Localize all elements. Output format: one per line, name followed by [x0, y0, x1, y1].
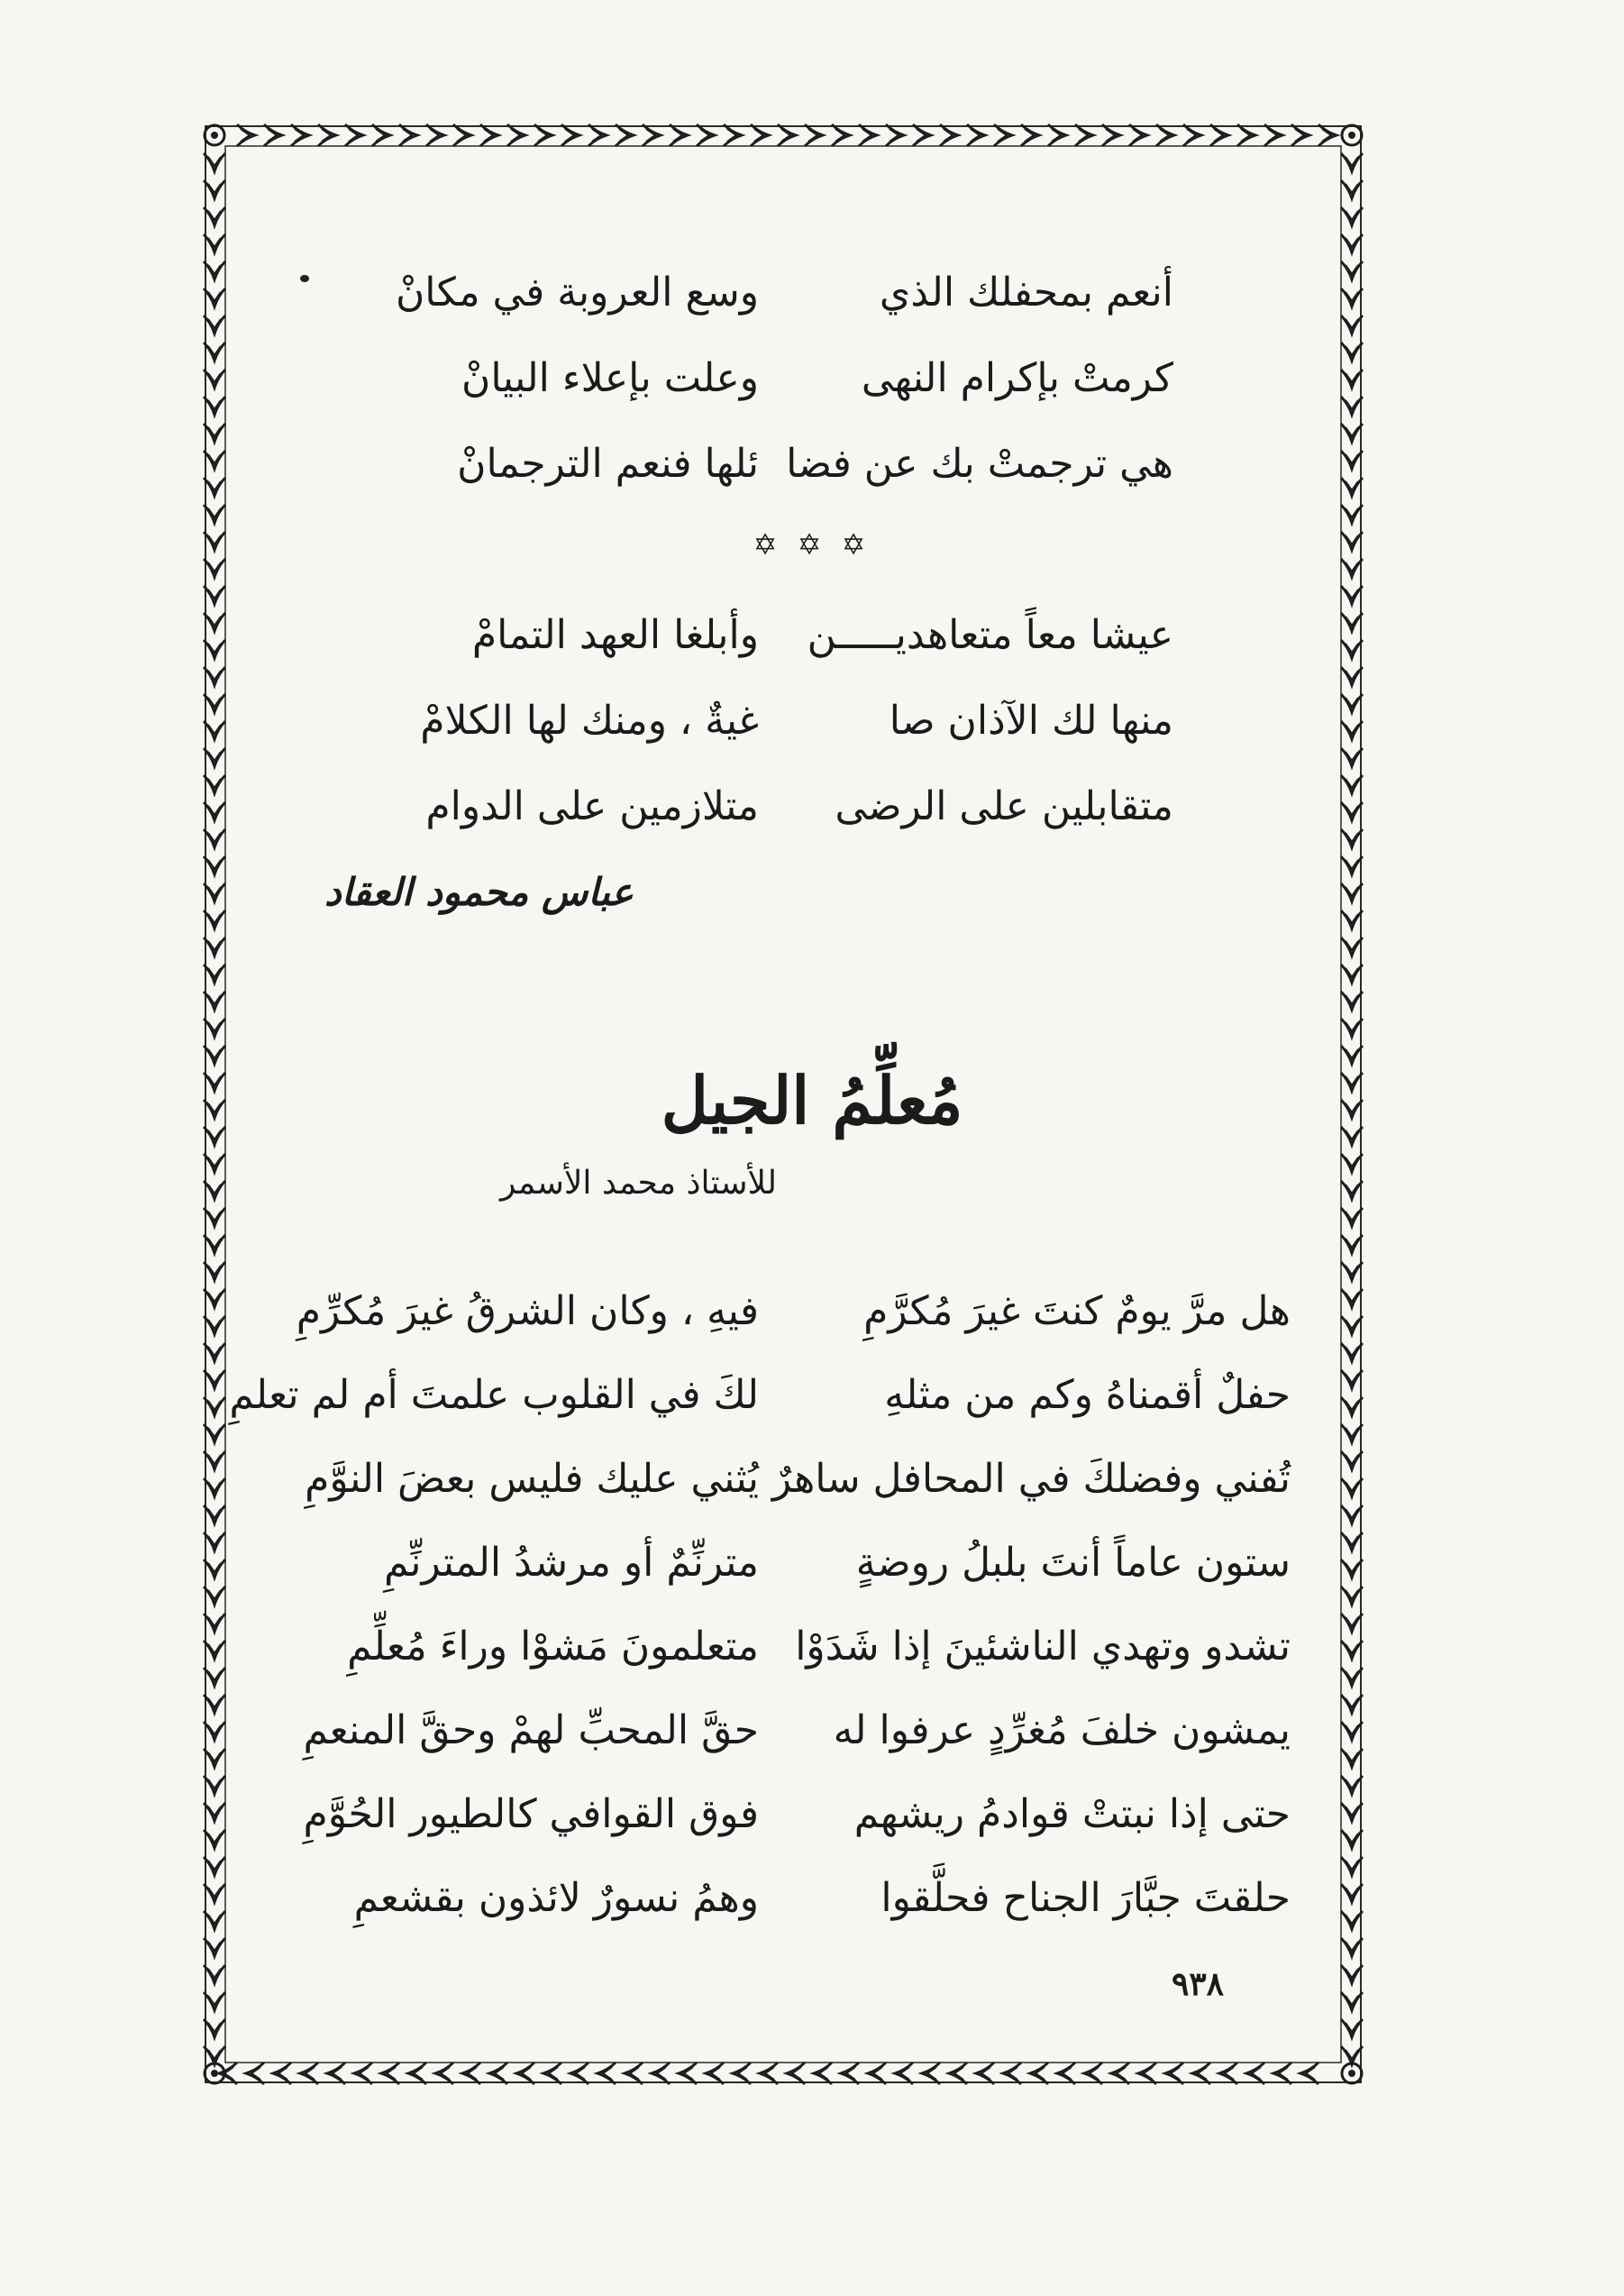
- verse-hemistich-right: منها لك الآذان صا: [889, 698, 1173, 744]
- border-ornament: [204, 1181, 225, 1199]
- border-ornament: [1341, 1397, 1363, 1415]
- border-ornament: [1341, 397, 1363, 415]
- border-ornament: [408, 2063, 426, 2084]
- verse-hemistich-left: مترنِّمٌ أو مرشدُ المترنِّمِ: [383, 1540, 759, 1586]
- border-ornament: [994, 124, 1012, 146]
- border-ornament: [204, 1019, 225, 1037]
- border-ornament: [706, 2063, 724, 2084]
- border-ornament: [787, 2063, 805, 2084]
- border-ornament: [1341, 1181, 1363, 1199]
- border-ornament: [1341, 1370, 1363, 1388]
- verse-hemistich-right: كرمتْ بإكرام النهى: [861, 355, 1173, 401]
- verse-hemistich-right: أنعم بمحفلك الذي: [879, 270, 1173, 316]
- border-ornament: [204, 1857, 225, 1875]
- border-ornament: [1341, 234, 1363, 252]
- border-ornament: [1341, 1451, 1363, 1469]
- border-ornament: [204, 370, 225, 388]
- border-ornament: [462, 2063, 480, 2084]
- border-ornament: [1341, 1532, 1363, 1550]
- border-ornament: [1341, 1884, 1363, 1902]
- border-ornament: [1003, 2063, 1021, 2084]
- border-ornament: [1341, 1424, 1363, 1442]
- border-ornament: [204, 397, 225, 415]
- border-ornament: [204, 1668, 225, 1686]
- border-ornament: [1057, 2063, 1075, 2084]
- border-ornament: [1129, 124, 1147, 146]
- border-ornament: [724, 124, 742, 146]
- border-ornament: [588, 124, 607, 146]
- border-ornament: [204, 1749, 225, 1767]
- border-ornament: [204, 1614, 225, 1632]
- border-ornament: [204, 802, 225, 820]
- border-ornament: [679, 2063, 697, 2084]
- border-ornament: [1341, 802, 1363, 820]
- stanza-separator-stars: ✡ ✡ ✡: [753, 527, 871, 562]
- border-ornament: [1348, 2070, 1355, 2077]
- border-ornament: [778, 124, 796, 146]
- border-ornament: [1341, 1722, 1363, 1740]
- border-ornament: [1341, 856, 1363, 874]
- border-ornament: [760, 2063, 778, 2084]
- border-ornament: [670, 124, 688, 146]
- border-ornament: [1210, 124, 1228, 146]
- verse-hemistich-left: حقَّ المحبِّ لهمْ وحقَّ المنعمِ: [303, 1707, 759, 1753]
- border-ornament: [1219, 2063, 1237, 2084]
- border-ornament: [489, 2063, 507, 2084]
- border-ornament: [1030, 2063, 1048, 2084]
- border-ornament: [1341, 1668, 1363, 1686]
- border-ornament: [204, 883, 225, 901]
- border-ornament: [399, 124, 417, 146]
- border-ornament: [1341, 316, 1363, 334]
- border-ornament: [859, 124, 877, 146]
- border-ornament: [1341, 1641, 1363, 1659]
- border-ornament: [516, 2063, 534, 2084]
- border-ornament: [1318, 124, 1337, 146]
- border-ornament: [204, 1695, 225, 1713]
- border-ornament: [1237, 124, 1255, 146]
- border-ornament: [1341, 1560, 1363, 1578]
- border-ornament: [204, 856, 225, 874]
- border-ornament: [204, 1938, 225, 1956]
- verse-hemistich-right: حتى إذا نبتتْ قوادمُ ريشهم: [853, 1791, 1291, 1837]
- verse-hemistich-left: لكَ في القلوب علمتَ أم لم تعلمِ: [229, 1372, 759, 1418]
- border-ornament: [534, 124, 552, 146]
- border-ornament: [204, 451, 225, 469]
- border-ornament: [327, 2063, 345, 2084]
- verse-hemistich-left: فيهِ ، وكان الشرقُ غيرَ مُكرِّمِ: [296, 1288, 759, 1334]
- border-ornament: [204, 1397, 225, 1415]
- border-ornament: [886, 124, 904, 146]
- border-ornament: [561, 124, 579, 146]
- border-ornament: [1341, 1262, 1363, 1280]
- verse-hemistich-left: متلازمين على الدوام: [425, 783, 759, 829]
- border-ornament: [204, 1722, 225, 1740]
- border-ornament: [1341, 1316, 1363, 1334]
- border-ornament: [1341, 1803, 1363, 1821]
- border-ornament: [453, 124, 471, 146]
- border-ornament: [733, 2063, 751, 2084]
- border-ornament: [204, 1370, 225, 1388]
- border-ornament: [616, 124, 634, 146]
- border-ornament: [1341, 1776, 1363, 1794]
- border-ornament: [204, 1343, 225, 1361]
- border-ornament: [1300, 2063, 1318, 2084]
- border-ornament: [1341, 1019, 1363, 1037]
- border-ornament: [204, 234, 225, 252]
- border-ornament: [204, 180, 225, 198]
- border-ornament: [204, 1641, 225, 1659]
- border-ornament: [940, 124, 958, 146]
- border-ornament: [204, 207, 225, 225]
- border-ornament: [598, 2063, 616, 2084]
- border-ornament: [570, 2063, 588, 2084]
- border-ornament: [1048, 124, 1066, 146]
- border-ornament: [204, 1289, 225, 1307]
- border-ornament: [204, 424, 225, 442]
- border-ornament: [1021, 124, 1039, 146]
- border-ornament: [1183, 124, 1201, 146]
- verse-hemistich-left: متعلمونَ مَشوْا وراءَ مُعلِّمِ: [347, 1624, 759, 1669]
- border-ornament: [751, 124, 769, 146]
- border-ornament: [1341, 1478, 1363, 1496]
- border-ornament: [1341, 721, 1363, 739]
- border-ornament: [204, 775, 225, 793]
- border-ornament: [1246, 2063, 1264, 2084]
- border-ornament: [204, 748, 225, 766]
- border-ornament: [1341, 1587, 1363, 1605]
- border-ornament: [204, 1965, 225, 1983]
- border-ornament: [652, 2063, 670, 2084]
- border-ornament: [1341, 2019, 1363, 2037]
- border-ornament: [1273, 2063, 1291, 2084]
- border-ornament: [204, 2019, 225, 2037]
- border-ornament: [318, 124, 336, 146]
- border-ornament: [1341, 505, 1363, 523]
- page-number: ٩٣٨: [1172, 1965, 1225, 2003]
- verse-hemistich-right: حفلٌ أقمناهُ وكم من مثلهِ: [884, 1372, 1291, 1418]
- border-ornament: [643, 124, 661, 146]
- border-ornament: [1341, 288, 1363, 306]
- border-ornament: [204, 153, 225, 171]
- border-ornament: [204, 586, 225, 604]
- verse-hemistich-right: تُفني وفضلكَ في المحافل ساهرٌ: [771, 1456, 1291, 1502]
- border-ornament: [204, 1830, 225, 1848]
- ink-speck: [300, 275, 309, 282]
- verse-hemistich-left: فوق القوافي كالطيور الحُوَّمِ: [303, 1791, 759, 1837]
- border-ornament: [354, 2063, 372, 2084]
- border-ornament: [1341, 883, 1363, 901]
- border-ornament: [1341, 1695, 1363, 1713]
- border-ornament: [1341, 1614, 1363, 1632]
- border-ornament: [1291, 124, 1309, 146]
- border-ornament: [1341, 938, 1363, 956]
- poem-title: مُعلِّمُ الجيل: [661, 1062, 963, 1139]
- border-ornament: [1341, 424, 1363, 442]
- border-ornament: [345, 124, 363, 146]
- border-ornament: [273, 2063, 291, 2084]
- border-ornament: [1348, 132, 1355, 139]
- border-ornament: [204, 1505, 225, 1523]
- verse-hemistich-right: حلقتَ جبَّارَ الجناح فحلَّقوا: [880, 1875, 1291, 1921]
- verse-hemistich-left: يُثني عليك فليس بعضَ النوَّمِ: [305, 1456, 759, 1502]
- verse-hemistich-left: وهمُ نسورٌ لائذون بقشعمِ: [353, 1875, 759, 1921]
- border-ornament: [832, 124, 850, 146]
- border-ornament: [949, 2063, 967, 2084]
- border-ornament: [204, 965, 225, 983]
- border-ornament: [204, 1424, 225, 1442]
- border-ornament: [1341, 478, 1363, 496]
- border-ornament: [967, 124, 985, 146]
- border-ornament: [1341, 965, 1363, 983]
- border-ornament: [1341, 1992, 1363, 2010]
- border-ornament: [204, 2046, 225, 2064]
- border-ornament: [204, 1451, 225, 1469]
- border-ornament: [1341, 559, 1363, 577]
- verse-hemistich-right: هي ترجمتْ بك عن فضا: [786, 441, 1173, 487]
- border-ornament: [204, 1587, 225, 1605]
- border-ornament: [204, 1316, 225, 1334]
- border-ornament: [1156, 124, 1174, 146]
- border-ornament: [1341, 1154, 1363, 1172]
- border-ornament: [204, 261, 225, 279]
- border-ornament: [895, 2063, 913, 2084]
- verse-hemistich-right: هل مرَّ يومٌ كنتَ غيرَ مُكرَّمِ: [863, 1288, 1291, 1334]
- border-ornament: [204, 1532, 225, 1550]
- border-ornament: [1075, 124, 1093, 146]
- border-ornament: [625, 2063, 643, 2084]
- border-ornament: [204, 316, 225, 334]
- border-ornament: [1192, 2063, 1210, 2084]
- border-ornament: [264, 124, 282, 146]
- border-ornament: [1102, 124, 1120, 146]
- border-ornament: [211, 2070, 218, 2077]
- border-ornament: [1341, 451, 1363, 469]
- border-ornament: [1341, 748, 1363, 766]
- border-ornament: [426, 124, 444, 146]
- border-ornament: [1341, 1965, 1363, 1983]
- border-ornament: [204, 343, 225, 361]
- border-ornament: [204, 667, 225, 685]
- border-ornament: [300, 2063, 318, 2084]
- border-ornament: [204, 640, 225, 658]
- border-ornament: [204, 1560, 225, 1578]
- border-ornament: [1341, 1505, 1363, 1523]
- border-ornament: [204, 694, 225, 712]
- border-ornament: [1165, 2063, 1183, 2084]
- verse-hemistich-right: تشدو وتهدي الناشئينَ إذا شَدَوْا: [795, 1624, 1291, 1669]
- verse-hemistich-right: عيشا معاً متعاهديـــــن: [807, 612, 1173, 658]
- border-ornament: [204, 478, 225, 496]
- border-ornament: [1341, 586, 1363, 604]
- border-ornament: [204, 1884, 225, 1902]
- border-ornament: [841, 2063, 859, 2084]
- border-ornament: [1341, 992, 1363, 1010]
- border-ornament: [1341, 2046, 1363, 2064]
- border-ornament: [1084, 2063, 1102, 2084]
- border-ornament: [1341, 694, 1363, 712]
- border-ornament: [211, 132, 218, 139]
- border-ornament: [1341, 1046, 1363, 1064]
- poem-byline: للأستاذ محمد الأسمر: [500, 1165, 777, 1202]
- border-ornament: [204, 288, 225, 306]
- border-ornament: [204, 829, 225, 847]
- border-ornament: [868, 2063, 886, 2084]
- border-ornament: [1341, 261, 1363, 279]
- border-ornament: [204, 1046, 225, 1064]
- border-ornament: [204, 938, 225, 956]
- border-ornament: [1341, 1235, 1363, 1253]
- border-ornament: [204, 613, 225, 631]
- border-ornament: [1138, 2063, 1156, 2084]
- border-ornament: [507, 124, 525, 146]
- border-ornament: [372, 124, 390, 146]
- border-ornament: [1341, 1343, 1363, 1361]
- border-ornament: [1341, 613, 1363, 631]
- border-ornament: [1341, 343, 1363, 361]
- border-ornament: [1341, 1749, 1363, 1767]
- border-ornament: [1341, 370, 1363, 388]
- verse-hemistich-left: ئلها فنعم الترجمانْ: [457, 441, 759, 487]
- border-ornament: [543, 2063, 561, 2084]
- border-ornament: [913, 124, 931, 146]
- verse-hemistich-right: ستون عاماً أنتَ بلبلُ روضةٍ: [855, 1540, 1291, 1586]
- border-ornament: [480, 124, 498, 146]
- border-ornament: [204, 1911, 225, 1929]
- border-ornament: [204, 1803, 225, 1821]
- border-ornament: [1341, 1208, 1363, 1226]
- border-ornament: [204, 1478, 225, 1496]
- border-ornament: [1341, 829, 1363, 847]
- border-ornament: [805, 124, 823, 146]
- border-ornament: [1341, 775, 1363, 793]
- verse-hemistich-left: وسع العروبة في مكانْ: [395, 270, 759, 316]
- border-ornament: [976, 2063, 994, 2084]
- border-ornament: [435, 2063, 453, 2084]
- verse-hemistich-right: يمشون خلفَ مُغرِّدٍ عرفوا له: [833, 1707, 1291, 1753]
- border-ornament: [291, 124, 309, 146]
- border-ornament: [204, 1208, 225, 1226]
- border-ornament: [204, 721, 225, 739]
- border-ornament: [381, 2063, 399, 2084]
- border-ornament: [1341, 910, 1363, 928]
- border-ornament: [1111, 2063, 1129, 2084]
- verse-hemistich-left: وعلت بإعلاء البيانْ: [461, 355, 759, 401]
- verse-hemistich-right: متقابلين على الرضى: [835, 783, 1173, 829]
- border-ornament: [1341, 1911, 1363, 1929]
- border-ornament: [204, 1776, 225, 1794]
- border-ornament: [1341, 180, 1363, 198]
- border-ornament: [1341, 1857, 1363, 1875]
- border-ornament: [922, 2063, 940, 2084]
- verse-hemistich-left: وأبلغا العهد التمامْ: [471, 612, 759, 658]
- border-ornament: [237, 124, 255, 146]
- border-ornament: [1341, 153, 1363, 171]
- author-signature: عباس محمود العقاد: [324, 870, 634, 914]
- border-ornament: [204, 1235, 225, 1253]
- border-ornament: [1341, 207, 1363, 225]
- border-ornament: [1341, 1289, 1363, 1307]
- border-ornament: [1341, 1830, 1363, 1848]
- border-ornament: [1341, 640, 1363, 658]
- border-ornament: [814, 2063, 832, 2084]
- border-ornament: [1264, 124, 1282, 146]
- verse-hemistich-left: غيةٌ ، ومنك لها الكلامْ: [420, 698, 759, 744]
- border-ornament: [204, 559, 225, 577]
- border-ornament: [1341, 1938, 1363, 1956]
- border-ornament: [1341, 667, 1363, 685]
- border-ornament: [204, 1992, 225, 2010]
- border-ornament: [697, 124, 715, 146]
- border-ornament: [204, 910, 225, 928]
- border-ornament: [204, 1262, 225, 1280]
- border-ornament: [204, 505, 225, 523]
- border-ornament: [204, 992, 225, 1010]
- border-ornament: [204, 1154, 225, 1172]
- border-ornament: [246, 2063, 264, 2084]
